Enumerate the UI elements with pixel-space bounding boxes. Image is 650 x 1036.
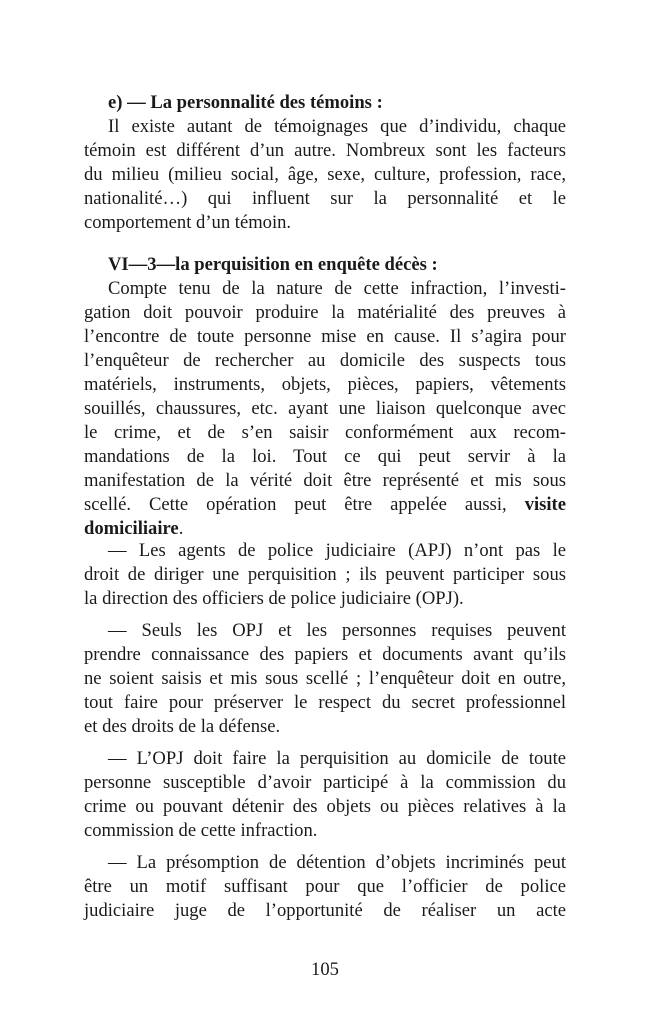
- text-line: nationalité…) qui influent sur la personnalité et le: [84, 188, 566, 209]
- text-line: être un motif suffisant pour que l’officier de police: [84, 876, 566, 897]
- text-line: et des droits de la défense.: [84, 716, 281, 737]
- text-line: l’encontre de toute personne mise en cause. Il s’agira pour: [84, 326, 566, 347]
- text-segment: .: [178, 518, 184, 539]
- text-line: souillés, chaussures, etc. ayant une liaison quelconque avec: [84, 398, 566, 419]
- bold-term: domiciliaire: [84, 518, 179, 539]
- paragraph-opj-domicile: [84, 747, 566, 843]
- text-line: manifestation de la vérité doit être représenté et mis sous: [84, 470, 566, 491]
- page-number: 105: [311, 959, 339, 980]
- heading-text: VI—3—la perquisition en enquête décès :: [108, 254, 438, 275]
- bold-term: visite: [524, 494, 566, 515]
- text-line: tout faire pour préserver le respect du secret professionnel: [84, 692, 566, 713]
- text-line: Il existe autant de témoignages que d’individu, chaque: [108, 116, 566, 137]
- text-line: judiciaire juge de l’opportunité de réaliser un acte: [84, 900, 566, 921]
- text-line: — L’OPJ doit faire la perquisition au domicile de toute: [108, 748, 566, 769]
- text-line: crime ou pouvant détenir des objets ou pièces relatives à la: [84, 796, 566, 817]
- text-line: témoin est différent d’un autre. Nombreux sont les facteurs: [84, 140, 566, 161]
- paragraph-temoins: [84, 115, 566, 235]
- text-line: [84, 493, 566, 517]
- text-line: commission de cette infraction.: [84, 820, 318, 841]
- paragraph-presomption: [84, 851, 566, 923]
- text-line: — Seuls les OPJ et les personnes requises peuvent: [108, 620, 566, 641]
- paragraph-opj-papiers: [84, 619, 566, 739]
- text-line: mandations de la loi. Tout ce qui peut servir à la: [84, 446, 566, 467]
- text-line: prendre connaissance des papiers et documents avant qu’ils: [84, 644, 566, 665]
- text-line: du milieu (milieu social, âge, sexe, culture, profession, race,: [84, 164, 566, 185]
- text-line: matériels, instruments, objets, pièces, papiers, vêtements: [84, 374, 566, 395]
- text-line: comportement d’un témoin.: [84, 212, 292, 233]
- section-heading-e: [84, 91, 566, 115]
- heading-text: e) — La personnalité des témoins :: [108, 92, 383, 113]
- text-line: [84, 517, 566, 541]
- text-line: personne susceptible d’avoir participé à la commission du: [84, 772, 566, 793]
- text-line: — La présomption de détention d’objets incriminés peut: [108, 852, 566, 873]
- text-line: le crime, et de s’en saisir conformément aux recom-: [84, 422, 566, 443]
- section-heading-vi: [84, 253, 566, 277]
- paragraph-perquisition: [84, 277, 566, 541]
- paragraph-apj: [84, 539, 566, 611]
- text-line: ne soient saisis et mis sous scellé ; l’enquêteur doit en outre,: [84, 668, 566, 689]
- text-line: — Les agents de police judiciaire (APJ) n’ont pas le: [108, 540, 566, 561]
- text-segment: scellé. Cette opération peut être appelée aussi,: [84, 494, 507, 515]
- text-line: droit de diriger une perquisition ; ils peuvent participer sous: [84, 564, 566, 585]
- text-line: l’enquêteur de rechercher au domicile des suspects tous: [84, 350, 566, 371]
- text-line: gation doit pouvoir produire la matérialité des preuves à: [84, 302, 566, 323]
- text-line: la direction des officiers de police judiciaire (OPJ).: [84, 588, 464, 609]
- text-line: Compte tenu de la nature de cette infraction, l’investi-: [108, 278, 566, 299]
